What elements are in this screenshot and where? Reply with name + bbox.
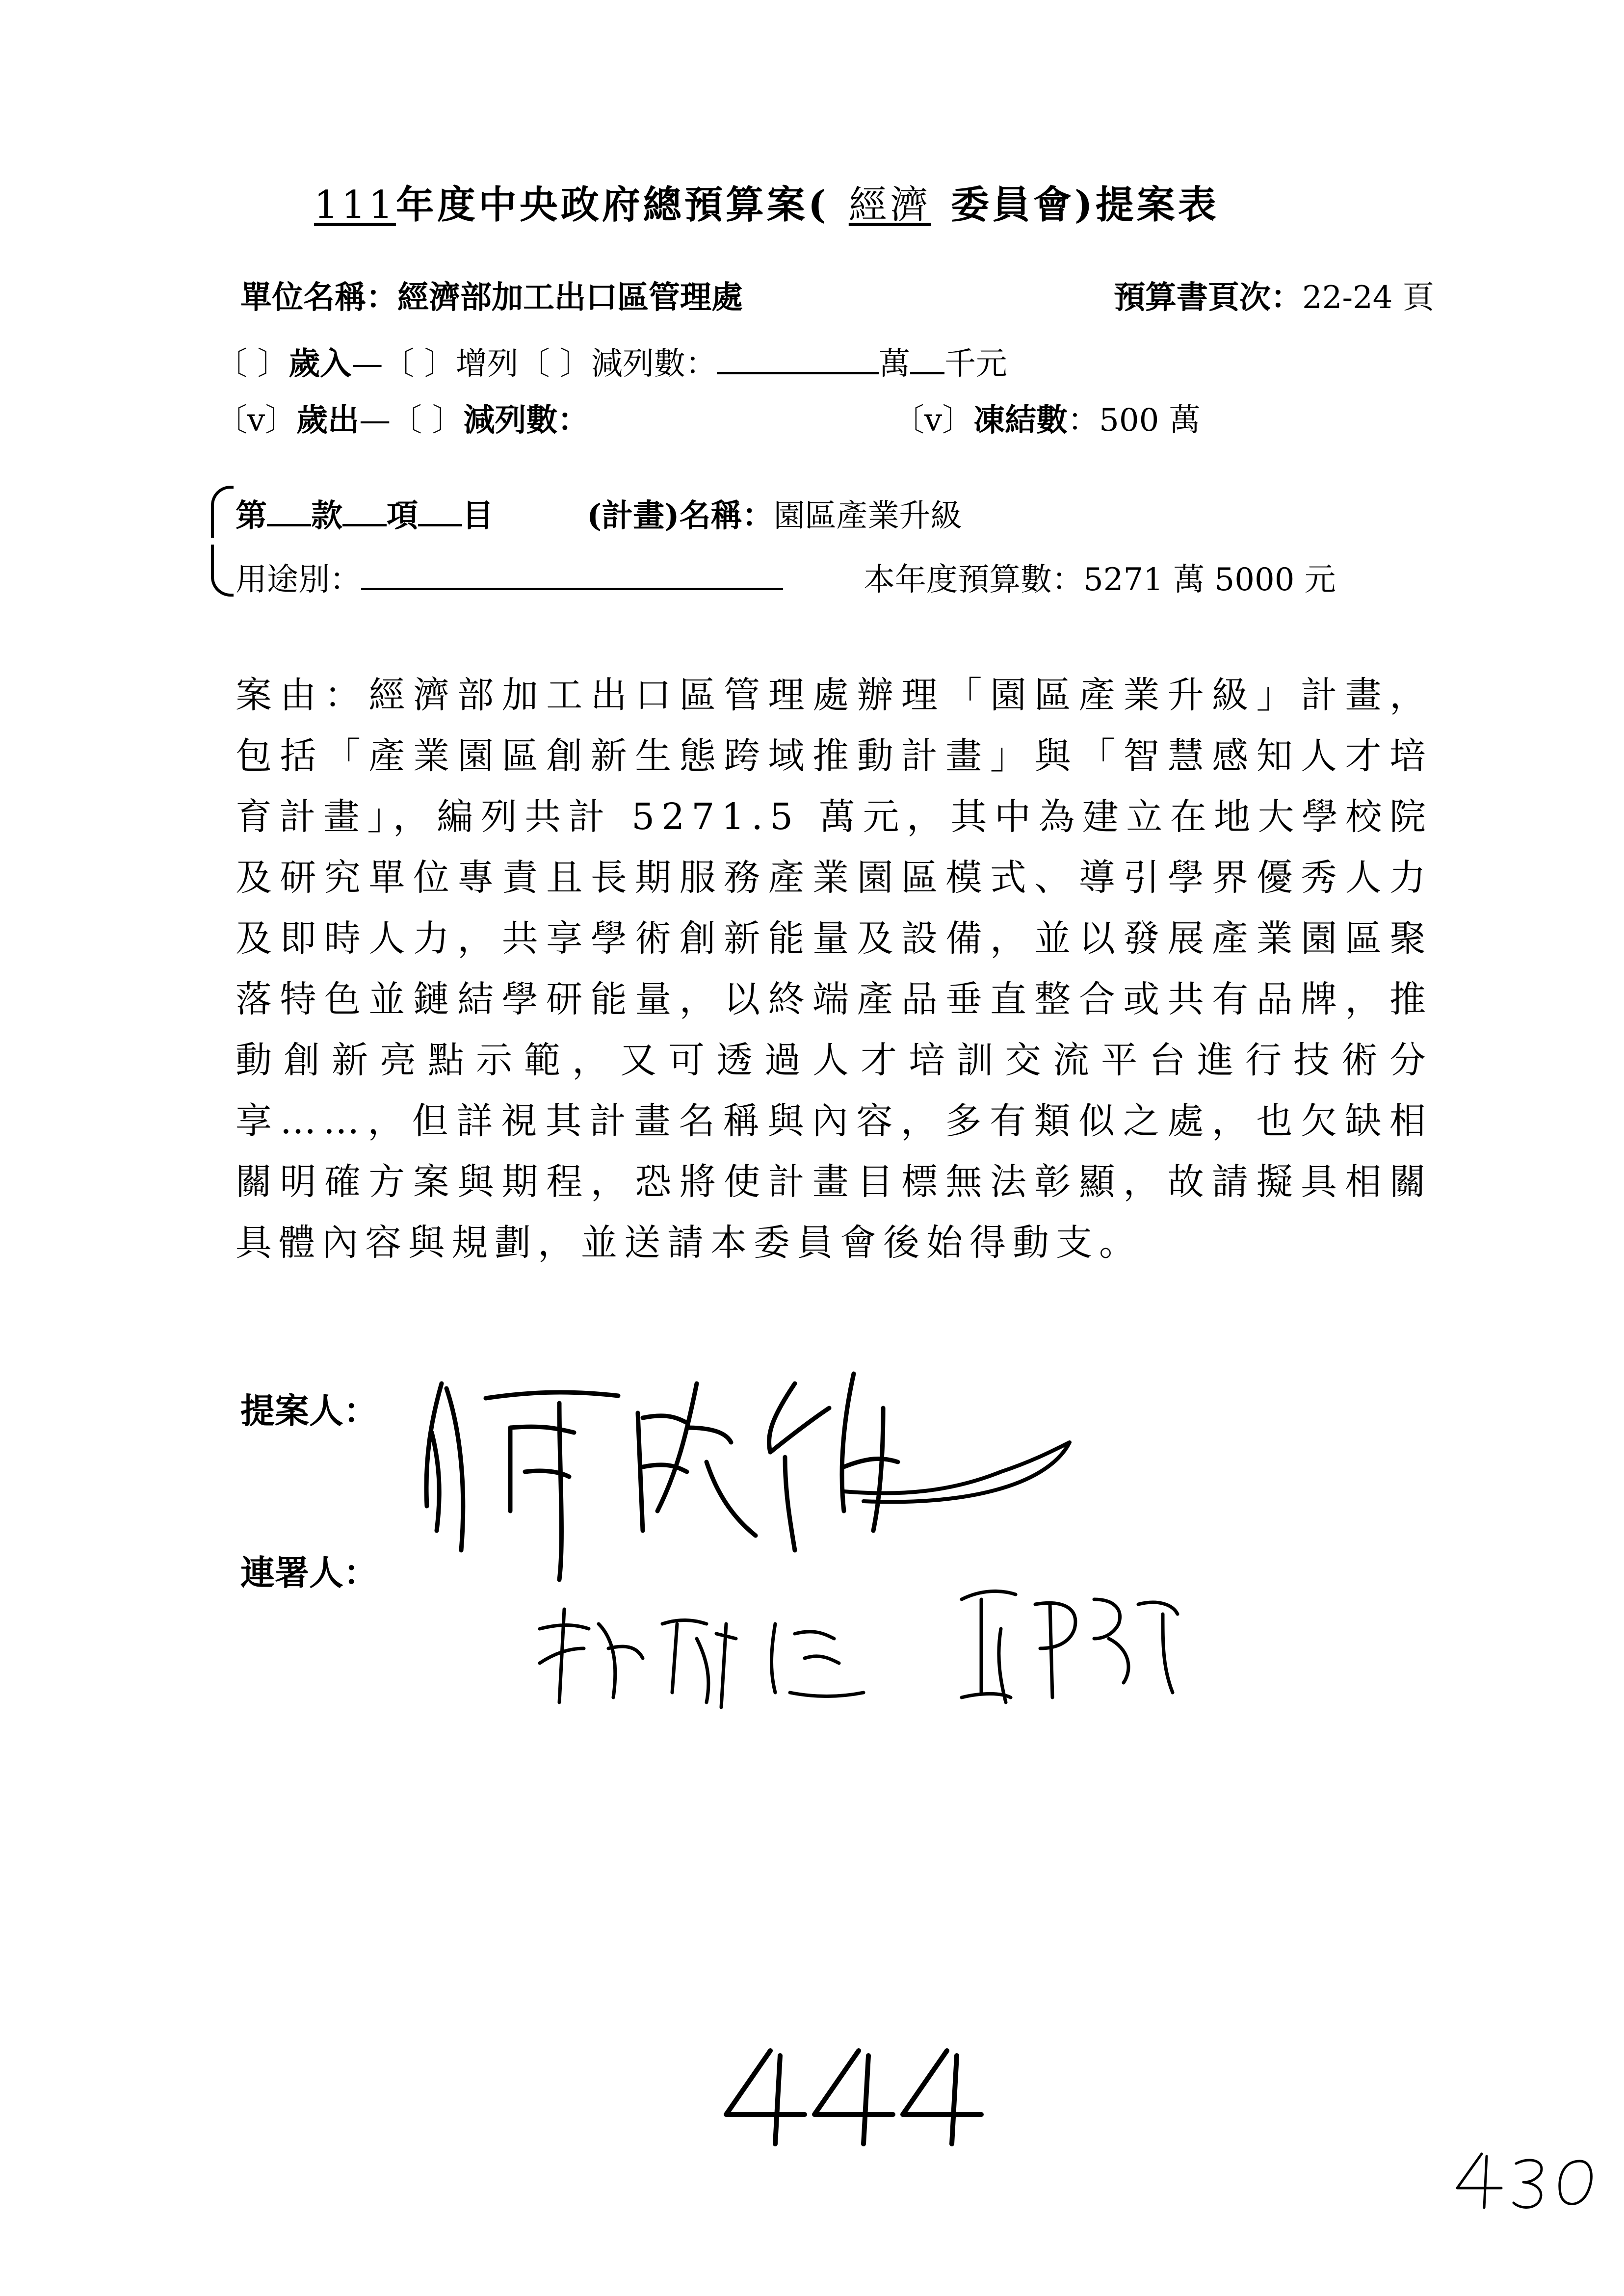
revenue-row	[216, 339, 1007, 384]
revenue-checkbox: 〔 〕	[216, 346, 289, 382]
pages-label: 預算書頁次：	[1114, 279, 1302, 316]
pages-value: 22-24 頁	[1302, 280, 1434, 316]
revenue-dash: —〔 〕	[351, 346, 456, 382]
unit-label: 單位名稱：	[240, 279, 397, 316]
item-row	[236, 491, 962, 536]
freeze-value: ：500 萬	[1068, 402, 1201, 439]
budget-label: 本年度預算數：	[864, 562, 1083, 598]
xiang-label: 項	[387, 497, 418, 534]
cosigner-signature-1	[530, 1594, 873, 1722]
item-bracket-bottom	[211, 545, 234, 597]
budget-value: 5271 萬 5000 元	[1083, 562, 1336, 598]
wan-unit: 萬	[879, 346, 911, 382]
proposal-reason: 案由：經濟部加工出口區管理處辦理「園區產業升級」計畫，包括「產業園區創新生態跨域推動計畫」與「智慧感知人才培育計畫」，編列共計 5271.5 萬元，其中為建立在地大學校院及研究單位專責且長期服務產業園區模式、導引學界優秀人力及即時人力，共享學術創新能量及設備，並以發展產業園區聚落特色並鏈結學研能量，以終端產品垂直整合或共有品牌，推動創新亮點示範，又可透過人才培訓交流平台進行技術分享……，但詳視其計畫名稱與內容，多有類似之處，也欠缺相關明確方案與期程，恐將使計畫目標無法彰顯，故請擬具相關具體內容與規劃，並送請本委員會後始得動支。	[236, 674, 1433, 1264]
proposer-label: 提案人：	[240, 1390, 378, 1431]
unit-name: 經濟部加工出口區管理處	[397, 279, 743, 316]
handwritten-corner-number	[1447, 2149, 1609, 2213]
kuan-label: 第	[236, 497, 267, 534]
proposer-signature	[412, 1344, 1099, 1590]
form-title	[314, 174, 1219, 229]
qian-unit: 千元	[944, 346, 1008, 382]
title-end: 委員會)提案表	[950, 183, 1219, 227]
kuan-label-2: 款	[311, 497, 342, 534]
unit-name-line	[240, 272, 743, 317]
decrease-label: 減列數：	[591, 346, 717, 382]
use-label: 用途別：	[236, 562, 361, 598]
cosigner-signature-2	[952, 1570, 1207, 1727]
freeze-label: 凍結數	[973, 402, 1068, 439]
freeze-amount	[893, 395, 1201, 440]
freeze-checkbox: 〔v〕	[893, 402, 974, 439]
cosigner-label: 連署人：	[240, 1552, 378, 1593]
expense-row	[216, 395, 589, 440]
increase-label: 增列	[455, 346, 519, 382]
budget-year: 111	[314, 183, 396, 227]
budget-pages	[1114, 272, 1434, 317]
use-row	[236, 554, 783, 600]
qian-blank	[910, 372, 944, 374]
expense-dash: —〔 〕	[359, 402, 464, 439]
item-bracket-top	[211, 486, 234, 538]
title-middle: 年度中央政府總預算案(	[395, 183, 829, 227]
plan-name: 園區產業升級	[773, 498, 962, 534]
decrease-checkbox: 〔 〕	[518, 346, 592, 382]
handwritten-page-number	[716, 2041, 991, 2154]
expense-label: 歲出	[296, 402, 360, 439]
annual-budget	[864, 554, 1336, 600]
mu-label: 目	[462, 497, 494, 534]
expense-decrease-label: 減列數：	[463, 402, 589, 439]
kuan-blank	[267, 524, 311, 526]
revenue-label: 歲入	[288, 345, 352, 382]
use-blank	[361, 588, 783, 590]
amount-blank	[717, 372, 879, 374]
expense-checkbox: 〔v〕	[216, 402, 297, 439]
committee-name: 經濟	[848, 183, 931, 227]
plan-label: (計畫)名稱：	[587, 497, 774, 534]
mu-blank	[418, 524, 462, 526]
xiang-blank	[342, 524, 387, 526]
